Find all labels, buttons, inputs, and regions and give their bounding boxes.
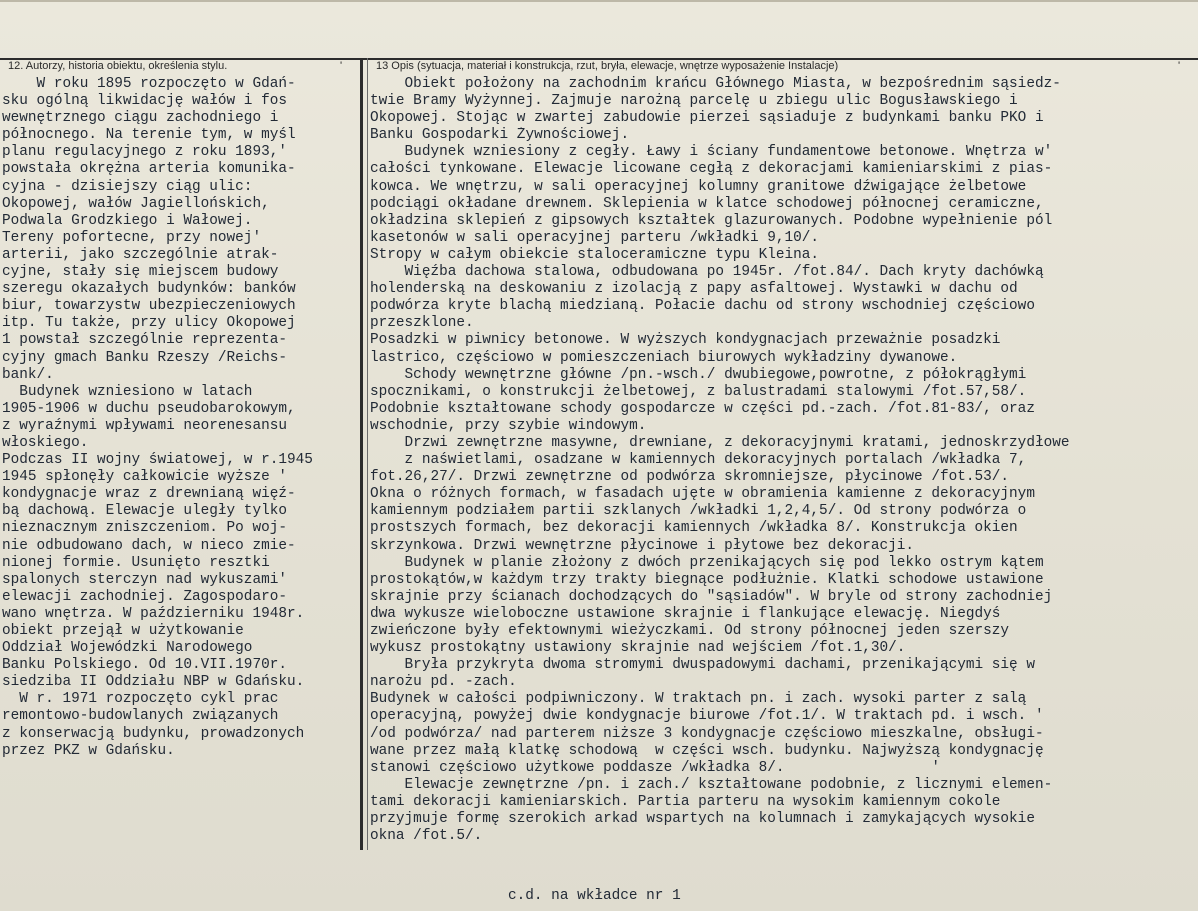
text-line: Więźba dachowa stalowa, odbudowana po 1945r. /fot.84/. Dach kryty dachówką [370, 264, 1044, 281]
text-line: przez PKZ w Gdańsku. [2, 742, 175, 759]
text-line: twie Bramy Wyżynnej. Zajmuje narożną parcelę u zbiegu ulic Bogusławskiego i [370, 93, 1018, 110]
continuation-note: c.d. na wkładce nr 1 [508, 888, 681, 904]
text-line: Podwala Grodzkiego i Wałowej. [2, 212, 253, 229]
text-line: cyjny gmach Banku Rzeszy /Reichs- [2, 349, 287, 366]
text-line: Schody wewnętrzne główne /pn.-wsch./ dwubiegowe,powrotne, z półokrągłymi [370, 366, 1027, 383]
text-line: nieznacznym zniszczeniom. Po woj- [2, 520, 287, 537]
text-line: Obiekt położony na zachodnim krańcu Głównego Miasta, w bezpośrednim sąsiedz- [370, 76, 1061, 92]
text-line: cyjna - dzisiejszy ciąg ulic: [2, 178, 253, 195]
text-line: fot.26,27/. Drzwi zewnętrzne od podwórza skromniejsze, płycinowe /fot.53/. [370, 469, 1010, 486]
text-line: spocznikami, o konstrukcji żelbetowej, z balustradami stalowymi /fot.57,58/. [370, 383, 1027, 400]
top-edge [0, 0, 1198, 2]
text-line: Podobnie kształtowane schody gospodarcze w części pd.-zach. /fot.81-83/, oraz [370, 400, 1035, 417]
text-line: tami dekoracji kamieniarskich. Partia parteru na wysokim kamiennym cokole [370, 793, 1001, 810]
text-line: skrajnie przy ścianach dochodzących do "sąsiadów". W bryle od strony zachodniej [370, 588, 1053, 605]
text-line: powstała okrężna arteria komunika- [2, 161, 296, 178]
text-line: holenderską na deskowaniu z izolacją z papy asfaltowej. Wystawki w dachu od [370, 281, 1018, 298]
text-line: Budynek w planie złożony z dwóch przenikających się pod lekko ostrym kątem [370, 554, 1044, 571]
text-line: wschodnie, przy szybie windowym. [370, 417, 647, 434]
text-line: Bryła przykryta dwoma stromymi dwuspadowymi dachami, przenikającymi się w [370, 657, 1035, 674]
text-line: z konserwacją budynku, prowadzonych [2, 725, 305, 742]
text-line: spalonych sterczyn nad wykuszami' [2, 571, 287, 588]
history-column-text [2, 76, 362, 760]
text-line: elewacji zachodniej. Zagospodaro- [2, 588, 287, 605]
text-line: biur, towarzystw ubezpieczeniowych [2, 298, 296, 315]
text-line: Podczas II wojny światowej, w r.1945 [2, 452, 313, 469]
text-line: cyjne, stały się miejscem budowy [2, 264, 279, 281]
text-line: bą dachową. Elewacje uległy tylko [2, 503, 287, 520]
text-line: stanowi częściowo użytkowe poddasze /wkładka 8/. ' [370, 759, 940, 776]
text-line: przyjmuje formę szerokich arkad wspartych na kolumnach i zamykających wysokie [370, 811, 1035, 828]
text-line: operacyjną, powyżej dwie kondygnacje biurowe /fot.1/. W traktach pd. i wsch. ' [370, 708, 1044, 725]
text-line: planu regulacyjnego z roku 1893,' [2, 144, 287, 161]
text-line: Posadzki w piwnicy betonowe. W wyższych kondygnacjach przeważnie posadzki [370, 332, 1001, 349]
text-line: lastrico, częściowo w pomieszczeniach biurowych wykładziny dywanowe. [370, 349, 958, 366]
text-line: narożu pd. -zach. [370, 674, 517, 691]
text-line: podwórza kryte blachą miedzianą. Połacie dachu od strony wschodniej częściowo [370, 298, 1035, 315]
text-line: szeregu okazałych budynków: banków [2, 281, 296, 298]
text-line: Drzwi zewnętrzne masywne, drewniane, z dekoracyjnymi kratami, jednoskrzydłowe [370, 434, 1070, 451]
text-line: nie odbudowano dach, w nieco zmie- [2, 537, 296, 554]
text-line: z naświetlami, osadzane w kamiennych dekoracyjnych portalach /wkładka 7, [370, 452, 1027, 469]
text-line: siedziba II Oddziału NBP w Gdańsku. [2, 674, 305, 691]
text-line: kowca. We wnętrzu, w sali operacyjnej kolumny granitowe dźwigające żelbetowe [370, 178, 1027, 195]
text-line: zwieńczone były efektownymi wieżyczkami. Od strony północnej jeden szerszy [370, 623, 1010, 639]
text-line: nionej formie. Usunięto resztki [2, 554, 270, 571]
text-line: Okopowej, wałów Jagiellońskich, [2, 195, 270, 212]
text-line: sku ogólną likwidację wałów i fos [2, 93, 287, 110]
text-line: Okna o różnych formach, w fasadach ujęte w obramienia kamienne z dekoracyjnym [370, 486, 1035, 503]
right-column-header: 13 Opis (sytuacja, materiał i konstrukcja, rzut, bryła, elewacje, wnętrze wyposażenie Instalacje) [376, 60, 839, 72]
text-line: całości tynkowane. Elewacje licowane cegłą z dekoracjami kamieniarskimi z pias- [370, 161, 1053, 178]
text-line: Budynek wzniesiony z cegły. Ławy i ściany fundamentowe betonowe. Wnętrza w' [370, 144, 1053, 161]
text-line: północnego. Na terenie tym, w myśl [2, 127, 296, 144]
text-line: Budynek w całości podpiwniczony. W traktach pn. i zach. wysoki parter z salą [370, 691, 1027, 708]
text-line: bank/. [2, 366, 54, 383]
right-header-mark: ' [1178, 60, 1181, 72]
text-line: włoskiego. [2, 434, 89, 451]
text-line: kasetonów w sali operacyjnej parteru /wkładki 9,10/. [370, 229, 820, 246]
text-line: 1905-1906 w duchu pseudobarokowym, [2, 400, 296, 417]
text-line: arterii, jako szczególnie atrak- [2, 246, 279, 263]
text-line: Banku Gospodarki Żywnościowej. [370, 127, 630, 144]
text-line: Okopowej. Stojąc w zwartej zabudowie pierzei sąsiaduje z budynkami banku PKO i [370, 110, 1044, 127]
text-line: okna /fot.5/. [370, 828, 483, 845]
text-line: itp. Tu także, przy ulicy Okopowej [2, 315, 296, 332]
text-line: z wyraźnymi wpływami neorenesansu [2, 417, 287, 434]
text-line: W r. 1971 rozpoczęto cykl prac [2, 691, 279, 708]
text-line: Banku Polskiego. Od 10.VII.1970r. [2, 657, 287, 674]
text-line: dwa wykusze wieloboczne ustawione skrajnie i flankujące elewację. Niegdyś [370, 605, 1001, 622]
text-line: W roku 1895 rozpoczęto w Gdań- [2, 76, 296, 92]
column-divider-thin [367, 58, 368, 850]
text-line: obiekt przejął w użytkowanie [2, 623, 244, 639]
text-line: wykusz prostokątny ustawiony skrajnie nad wejściem /fot.1,30/. [370, 640, 906, 657]
text-line: prostszych formach, bez dekoracji kamiennych /wkładka 8/. Konstrukcja okien [370, 520, 1018, 537]
text-line: Tereny pofortecne, przy nowej' [2, 229, 262, 246]
text-line: remontowo-budowlanych związanych [2, 708, 279, 725]
text-line: Oddział Wojewódzki Narodowego [2, 640, 253, 657]
text-line: 1945 spłonęły całkowicie wyższe ' [2, 469, 287, 486]
text-line: Elewacje zewnętrzne /pn. i zach./ kształtowane podobnie, z licznymi elemen- [370, 776, 1053, 793]
text-line: 1 powstał szczególnie reprezenta- [2, 332, 287, 349]
description-column-text [370, 76, 1196, 845]
text-line: kamiennym podziałem partii szklanych /wkładki 1,2,4,5/. Od strony podwórza o [370, 503, 1027, 520]
text-line: podciągi okładane drewnem. Sklepienia w klatce schodowej północnej ceramiczne, [370, 195, 1044, 212]
text-line: Stropy w całym obiekcie staloceramiczne typu Kleina. [370, 246, 820, 263]
text-line: prostokątów,w każdym trzy trakty biegnące podłużnie. Klatki schodowe ustawione [370, 571, 1044, 588]
text-line: wewnętrznego ciągu zachodniego i [2, 110, 279, 127]
text-line: przeszklone. [370, 315, 474, 332]
left-header-mark: ' [340, 60, 343, 72]
text-line: wane przez małą klatkę schodową w części wsch. budynku. Najwyższą kondygnację [370, 742, 1044, 759]
text-line: Budynek wzniesiono w latach [2, 383, 253, 400]
left-column-header: 12. Autorzy, historia obiektu, określenia stylu. [8, 60, 228, 72]
text-line: wano wnętrza. W październiku 1948r. [2, 605, 305, 622]
text-line: kondygnacje wraz z drewnianą więź- [2, 486, 296, 503]
text-line: /od podwórza/ nad parterem niższe 3 kondygnacje częściowo mieszkalne, obsługi- [370, 725, 1044, 742]
text-line: skrzynkowa. Drzwi wewnętrzne płycinowe i płytowe bez dekoracji. [370, 537, 915, 554]
text-line: okładzina sklepień z gipsowych kształtek glazurowanych. Podobne wypełnienie pól [370, 212, 1053, 229]
